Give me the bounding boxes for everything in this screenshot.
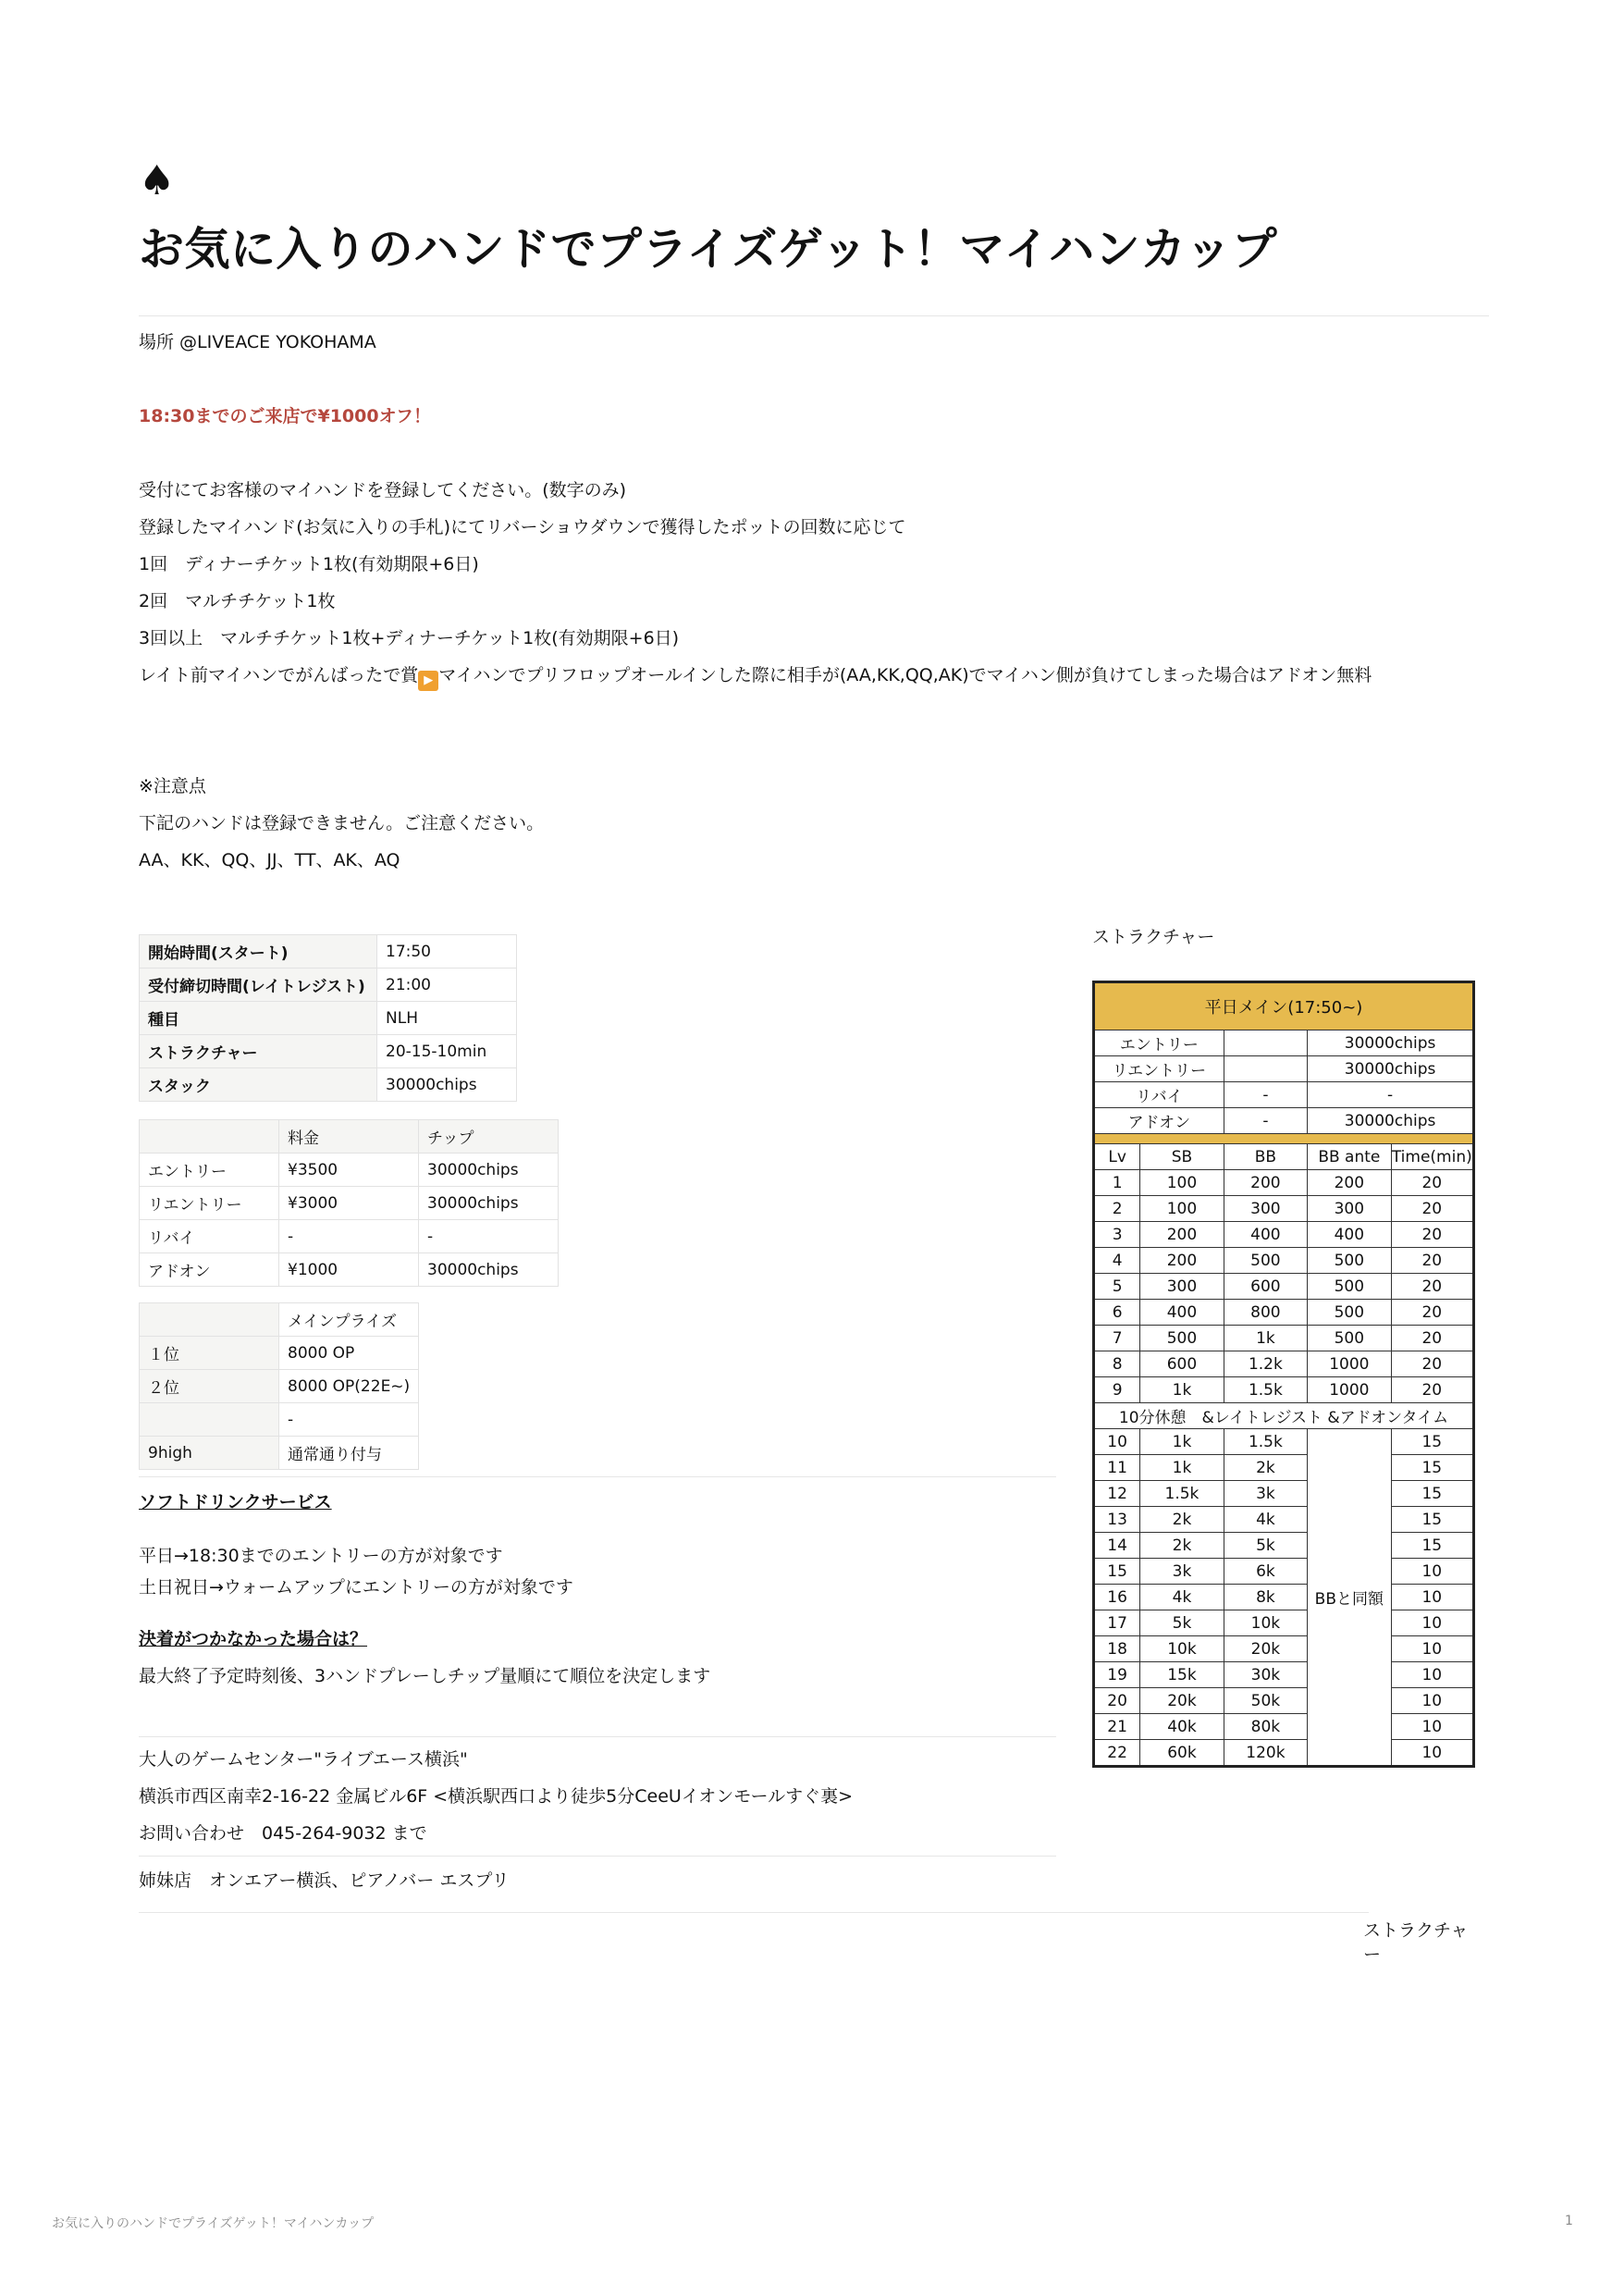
- table-row: [140, 1154, 559, 1187]
- info-label: ストラクチャー: [140, 1035, 377, 1068]
- fee-chips: 30000chips: [419, 1154, 559, 1187]
- level-cell: 20: [1391, 1196, 1473, 1222]
- entry-mid: [1224, 1030, 1307, 1056]
- description-line: 1回 ディナーチケット1枚(有効期限+6日): [139, 554, 479, 574]
- level-row: [1094, 1274, 1474, 1300]
- break-row: 10分休憩 &レイトレジスト &アドオンタイム: [1094, 1403, 1474, 1429]
- fee-chips: -: [419, 1220, 559, 1253]
- level-cell: 1k: [1140, 1455, 1224, 1481]
- info-label: スタック: [140, 1068, 377, 1102]
- level-cell: 20k: [1140, 1688, 1224, 1714]
- level-row: [1094, 1662, 1474, 1688]
- level-cell: 10: [1391, 1714, 1473, 1740]
- table-row: [140, 1437, 419, 1470]
- divider: [139, 1912, 1369, 1913]
- fee-price: ¥3000: [279, 1187, 419, 1220]
- divider: [139, 1476, 1056, 1477]
- page-title: お気に入りのハンドでプライズゲット！マイハンカップ: [139, 223, 1278, 276]
- level-cell: 3: [1094, 1222, 1140, 1248]
- level-cell: 12: [1094, 1481, 1140, 1507]
- notes-line: 下記のハンドは登録できません。ご注意ください。: [139, 813, 545, 833]
- level-cell: 1000: [1308, 1377, 1391, 1403]
- column-header: Lv: [1094, 1144, 1140, 1170]
- info-label: 受付締切時間(レイトレジスト): [140, 969, 377, 1002]
- level-cell: 20: [1391, 1326, 1473, 1351]
- level-cell: 300: [1224, 1196, 1307, 1222]
- level-cell: 15: [1391, 1481, 1473, 1507]
- page-number: 1: [1565, 2214, 1573, 2228]
- level-cell: 10: [1391, 1610, 1473, 1636]
- table-row: [1094, 1030, 1474, 1056]
- description-line: 2回 マルチチケット1枚: [139, 591, 336, 611]
- column-header: 料金: [279, 1120, 419, 1154]
- entry-chips: 30000chips: [1308, 1030, 1474, 1056]
- tiebreak-heading: 決着がつかなかった場合は？: [139, 1629, 368, 1649]
- venue-address: 横浜市西区南幸2-16-22 金属ビル6F <横浜駅西口より徒歩5分CeeUイオンモールすぐ裏>: [139, 1786, 854, 1807]
- tiebreak-text: 最大終了予定時刻後、3ハンドプレーしチップ量順にて順位を決定します: [139, 1666, 711, 1686]
- table-row: [140, 1370, 419, 1403]
- level-cell: 16: [1094, 1585, 1140, 1610]
- level-row: [1094, 1636, 1474, 1662]
- column-header: Time(min): [1391, 1144, 1473, 1170]
- entry-chips: -: [1308, 1082, 1474, 1108]
- level-cell: 15: [1391, 1455, 1473, 1481]
- late-prize-description: マイハンでプリフロップオールインした際に相手が(AA,KK,QQ,AK)でマイハン側が負けてしまった場合はアドオン無料: [438, 665, 1372, 685]
- level-cell: 4k: [1224, 1507, 1307, 1533]
- level-cell: 2k: [1140, 1533, 1224, 1559]
- prize-rank: １位: [140, 1337, 279, 1370]
- structure-title: 平日メイン(17:50~): [1094, 982, 1474, 1030]
- level-cell: 500: [1308, 1326, 1391, 1351]
- column-header: チップ: [419, 1120, 559, 1154]
- level-cell: 1.2k: [1224, 1351, 1307, 1377]
- table-row: [140, 1187, 559, 1220]
- venue-contact: お問い合わせ 045-264-9032 まで: [139, 1823, 427, 1844]
- location: 場所 @LIVEACE YOKOHAMA: [139, 332, 376, 352]
- level-cell: 20: [1094, 1688, 1140, 1714]
- level-cell: 50k: [1224, 1688, 1307, 1714]
- entry-chips: 30000chips: [1308, 1056, 1474, 1082]
- level-row: [1094, 1429, 1474, 1455]
- section-separator: [1094, 1134, 1474, 1144]
- info-value: 21:00: [377, 969, 517, 1002]
- level-row: [1094, 1170, 1474, 1196]
- level-cell: 5k: [1140, 1610, 1224, 1636]
- description-line: 受付にてお客様のマイハンドを登録してください。(数字のみ): [139, 480, 627, 500]
- level-cell: 1k: [1140, 1429, 1224, 1455]
- prize-value: 通常通り付与: [279, 1437, 419, 1470]
- level-cell: 600: [1140, 1351, 1224, 1377]
- level-cell: 2: [1094, 1196, 1140, 1222]
- level-cell: 1k: [1140, 1377, 1224, 1403]
- level-cell: 200: [1140, 1248, 1224, 1274]
- level-cell: 20: [1391, 1170, 1473, 1196]
- fee-price: ¥1000: [279, 1253, 419, 1287]
- level-cell: 10: [1391, 1662, 1473, 1688]
- level-cell: 7: [1094, 1326, 1140, 1351]
- level-cell: 20: [1391, 1222, 1473, 1248]
- level-row: [1094, 1481, 1474, 1507]
- entry-type: リエントリー: [1094, 1056, 1224, 1082]
- level-cell: 1000: [1308, 1351, 1391, 1377]
- level-cell: 5k: [1224, 1533, 1307, 1559]
- level-cell: 20: [1391, 1274, 1473, 1300]
- fee-type: エントリー: [140, 1154, 279, 1187]
- table-row: [1094, 1056, 1474, 1082]
- level-cell: 60k: [1140, 1740, 1224, 1767]
- info-label: 開始時間(スタート): [140, 935, 377, 969]
- level-cell: 8k: [1224, 1585, 1307, 1610]
- entry-mid: -: [1224, 1108, 1307, 1134]
- level-row: [1094, 1377, 1474, 1403]
- level-cell: 10: [1391, 1636, 1473, 1662]
- level-cell: 15k: [1140, 1662, 1224, 1688]
- table-row: [1094, 1108, 1474, 1134]
- divider: [139, 1856, 1056, 1857]
- level-row: [1094, 1351, 1474, 1377]
- entry-mid: -: [1224, 1082, 1307, 1108]
- level-cell: 400: [1224, 1222, 1307, 1248]
- level-cell: 9: [1094, 1377, 1140, 1403]
- description-line: 登録したマイハンド(お気に入りの手札)にてリバーショウダウンで獲得したポットの回数に応じて: [139, 517, 906, 537]
- level-cell: 20: [1391, 1248, 1473, 1274]
- notes-heading: ※注意点: [139, 776, 206, 796]
- level-cell: 2k: [1224, 1455, 1307, 1481]
- fees-table: [139, 1119, 559, 1287]
- info-value: NLH: [377, 1002, 517, 1035]
- column-header: メインプライズ: [279, 1303, 419, 1337]
- level-cell: 10: [1391, 1740, 1473, 1767]
- entry-chips: 30000chips: [1308, 1108, 1474, 1134]
- table-row: [140, 1337, 419, 1370]
- level-cell: 120k: [1224, 1740, 1307, 1767]
- level-cell: 15: [1094, 1559, 1140, 1585]
- table-row: [140, 935, 517, 969]
- level-cell: 30k: [1224, 1662, 1307, 1688]
- fee-price: -: [279, 1220, 419, 1253]
- fee-chips: 30000chips: [419, 1253, 559, 1287]
- level-cell: 15: [1391, 1507, 1473, 1533]
- level-cell: 10: [1391, 1688, 1473, 1714]
- level-cell: 13: [1094, 1507, 1140, 1533]
- drinks-weekday: 平日→18:30までのエントリーの方が対象です: [139, 1546, 503, 1566]
- level-cell: 20: [1391, 1351, 1473, 1377]
- structure-caption: ストラクチャー: [1092, 927, 1215, 947]
- table-row: [140, 1253, 559, 1287]
- level-cell: 80k: [1224, 1714, 1307, 1740]
- level-cell: 4k: [1140, 1585, 1224, 1610]
- level-cell: 5: [1094, 1274, 1140, 1300]
- level-row: [1094, 1585, 1474, 1610]
- level-cell: 800: [1224, 1300, 1307, 1326]
- level-cell: 100: [1140, 1196, 1224, 1222]
- level-cell: 10: [1391, 1585, 1473, 1610]
- level-cell: 500: [1140, 1326, 1224, 1351]
- level-row: [1094, 1248, 1474, 1274]
- table-row: [140, 1002, 517, 1035]
- level-cell: 15: [1391, 1429, 1473, 1455]
- level-row: [1094, 1559, 1474, 1585]
- level-cell: 200: [1224, 1170, 1307, 1196]
- column-header: [140, 1120, 279, 1154]
- level-cell: 4: [1094, 1248, 1140, 1274]
- level-cell: 400: [1140, 1300, 1224, 1326]
- level-cell: 18: [1094, 1636, 1140, 1662]
- prize-value: 8000 OP: [279, 1337, 419, 1370]
- entry-type: アドオン: [1094, 1108, 1224, 1134]
- level-cell: 1.5k: [1140, 1481, 1224, 1507]
- entry-type: リバイ: [1094, 1082, 1224, 1108]
- column-header: BB: [1224, 1144, 1307, 1170]
- description-line: 3回以上 マルチチケット1枚+ディナーチケット1枚(有効期限+6日): [139, 628, 680, 648]
- fee-type: リエントリー: [140, 1187, 279, 1220]
- level-cell: 200: [1140, 1222, 1224, 1248]
- level-cell: 20: [1391, 1377, 1473, 1403]
- level-cell: 3k: [1224, 1481, 1307, 1507]
- info-label: 種目: [140, 1002, 377, 1035]
- column-header: SB: [1140, 1144, 1224, 1170]
- level-cell: 8: [1094, 1351, 1140, 1377]
- ante-note: BBと同額: [1308, 1429, 1391, 1767]
- level-row: [1094, 1740, 1474, 1767]
- fee-chips: 30000chips: [419, 1187, 559, 1220]
- structure-table: [1092, 981, 1475, 1768]
- level-cell: 21: [1094, 1714, 1140, 1740]
- promo-text: 18:30までのご来店で¥1000オフ！: [139, 406, 432, 426]
- table-row: [140, 1068, 517, 1102]
- event-info-table: [139, 934, 517, 1102]
- level-cell: 22: [1094, 1740, 1140, 1767]
- prize-rank: ２位: [140, 1370, 279, 1403]
- info-value: 30000chips: [377, 1068, 517, 1102]
- level-cell: 200: [1308, 1170, 1391, 1196]
- table-row: [140, 1035, 517, 1068]
- fee-type: リバイ: [140, 1220, 279, 1253]
- level-cell: 500: [1308, 1248, 1391, 1274]
- level-cell: 14: [1094, 1533, 1140, 1559]
- level-row: [1094, 1222, 1474, 1248]
- level-row: [1094, 1326, 1474, 1351]
- fee-type: アドオン: [140, 1253, 279, 1287]
- level-cell: 500: [1224, 1248, 1307, 1274]
- late-prize-label: レイト前マイハンでがんばったで賞: [139, 665, 419, 685]
- table-row: [140, 1403, 419, 1437]
- level-cell: 10k: [1140, 1636, 1224, 1662]
- drinks-heading: ソフトドリンクサービス: [139, 1492, 332, 1512]
- level-cell: 17: [1094, 1610, 1140, 1636]
- spade-icon: ♠: [139, 157, 176, 204]
- level-cell: 2k: [1140, 1507, 1224, 1533]
- fee-price: ¥3500: [279, 1154, 419, 1187]
- sister-stores: 姉妹店 オンエアー横浜、ピアノバー エスプリ: [139, 1870, 510, 1891]
- level-cell: 400: [1308, 1222, 1391, 1248]
- table-header-row: [1094, 1144, 1474, 1170]
- level-row: [1094, 1610, 1474, 1636]
- level-cell: 19: [1094, 1662, 1140, 1688]
- info-value: 17:50: [377, 935, 517, 969]
- footer-title: お気に入りのハンドでプライズゲット！マイハンカップ: [52, 2216, 375, 2231]
- level-row: [1094, 1300, 1474, 1326]
- play-button-icon: ▶: [418, 671, 438, 691]
- level-cell: 300: [1308, 1196, 1391, 1222]
- level-cell: 20: [1391, 1300, 1473, 1326]
- image-caption: ストラクチャー: [1363, 1920, 1469, 1965]
- level-cell: 600: [1224, 1274, 1307, 1300]
- level-cell: 40k: [1140, 1714, 1224, 1740]
- level-cell: 11: [1094, 1455, 1140, 1481]
- level-cell: 6k: [1224, 1559, 1307, 1585]
- table-header-row: [140, 1120, 559, 1154]
- level-cell: 1: [1094, 1170, 1140, 1196]
- table-row: [140, 969, 517, 1002]
- prize-value: 8000 OP(22E~): [279, 1370, 419, 1403]
- level-cell: 100: [1140, 1170, 1224, 1196]
- level-row: [1094, 1507, 1474, 1533]
- level-row: [1094, 1533, 1474, 1559]
- table-row: [140, 1220, 559, 1253]
- divider: [139, 1736, 1056, 1737]
- level-row: [1094, 1455, 1474, 1481]
- info-value: 20-15-10min: [377, 1035, 517, 1068]
- level-cell: 1.5k: [1224, 1377, 1307, 1403]
- level-row: [1094, 1196, 1474, 1222]
- entry-type: エントリー: [1094, 1030, 1224, 1056]
- table-row: [1094, 1082, 1474, 1108]
- prize-rank: [140, 1403, 279, 1437]
- level-cell: 500: [1308, 1300, 1391, 1326]
- level-cell: 20k: [1224, 1636, 1307, 1662]
- level-cell: 10: [1391, 1559, 1473, 1585]
- level-cell: 15: [1391, 1533, 1473, 1559]
- level-cell: 500: [1308, 1274, 1391, 1300]
- level-cell: 6: [1094, 1300, 1140, 1326]
- column-header: BB ante: [1308, 1144, 1391, 1170]
- column-header: [140, 1303, 279, 1337]
- prizes-table: [139, 1302, 419, 1470]
- level-cell: 300: [1140, 1274, 1224, 1300]
- level-cell: 10k: [1224, 1610, 1307, 1636]
- level-row: [1094, 1688, 1474, 1714]
- level-cell: 10: [1094, 1429, 1140, 1455]
- table-header-row: [140, 1303, 419, 1337]
- level-row: [1094, 1714, 1474, 1740]
- prize-value: -: [279, 1403, 419, 1437]
- level-cell: 1k: [1224, 1326, 1307, 1351]
- prize-rank: 9high: [140, 1437, 279, 1470]
- excluded-hands: AA、KK、QQ、JJ、TT、AK、AQ: [139, 850, 400, 870]
- late-prize-line: [139, 664, 1372, 691]
- venue-name: 大人のゲームセンター"ライブエース横浜": [139, 1749, 468, 1770]
- drinks-weekend: 土日祝日→ウォームアップにエントリーの方が対象です: [139, 1577, 573, 1598]
- divider: [139, 315, 1489, 316]
- entry-mid: [1224, 1056, 1307, 1082]
- level-cell: 3k: [1140, 1559, 1224, 1585]
- level-cell: 1.5k: [1224, 1429, 1307, 1455]
